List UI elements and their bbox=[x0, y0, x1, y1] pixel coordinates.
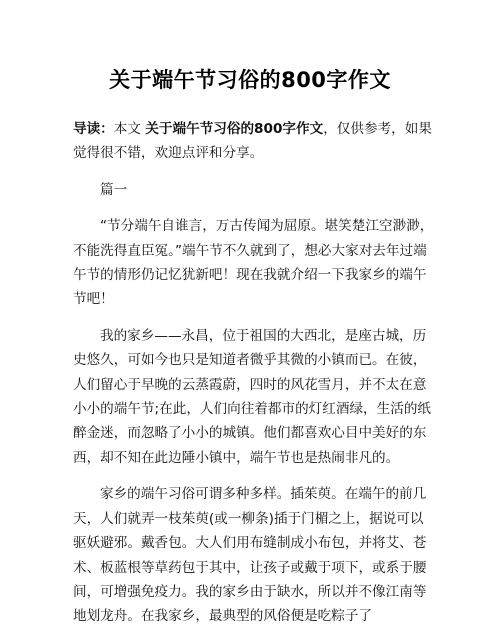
paragraph-1: “节分端午自谁言，万古传闻为屈原。堪笑楚江空渺渺，不能洗得直臣冤。”端午节不久就到了，想必大家对去年过端午节的情形仍记忆犹新吧！现在我就介绍一下我家乡的端午节吧！ bbox=[73, 218, 434, 308]
section-heading: 篇一 bbox=[100, 181, 128, 198]
lead-paragraph bbox=[73, 117, 435, 166]
document-body bbox=[73, 117, 435, 629]
paragraph-3: 家乡的端午习俗可谓多种多样。插茱萸。在端午的前几天，人们就弄一枝茱萸(或一柳条)插于门楣之上，据说可以驱妖避邪。戴香包。大人们用布缝制成小布包，并将艾、苍术、板蓝根等草药包于其中，让孩子或戴于项下，或系于腰间，可增强免疫力。我的家乡由于缺水，所以并不像江南等地划龙舟。在我家乡，最典型的风俗便是吃粽子了 bbox=[73, 486, 427, 625]
paragraph-2: 我的家乡——永昌，位于祖国的大西北，是座古城，历史悠久，可如今也只是知道者微乎其微的小镇而已。在彼，人们留心于早晚的云蒸霞蔚，四时的风花雪月，并不太在意小小的端午节;在此，人们向往着都市的灯红酒绿，生活的纸醉金迷，而忽略了小小的城镇。他们都喜欢心目中美好的东西，却不知在此边陲小镇中，端午节也是热闹非凡的。 bbox=[73, 327, 432, 466]
lead-suffix: ，仅供参考，如果觉得很不错，欢迎点评和分享。 bbox=[73, 121, 432, 162]
lead-title: 关于端午节习俗的800字作文 bbox=[145, 121, 324, 137]
lead-prefix: 本文 bbox=[113, 121, 146, 137]
lead-label: 导读： bbox=[73, 121, 114, 137]
document-title: 关于端午节习俗的800字作文 bbox=[109, 68, 391, 92]
